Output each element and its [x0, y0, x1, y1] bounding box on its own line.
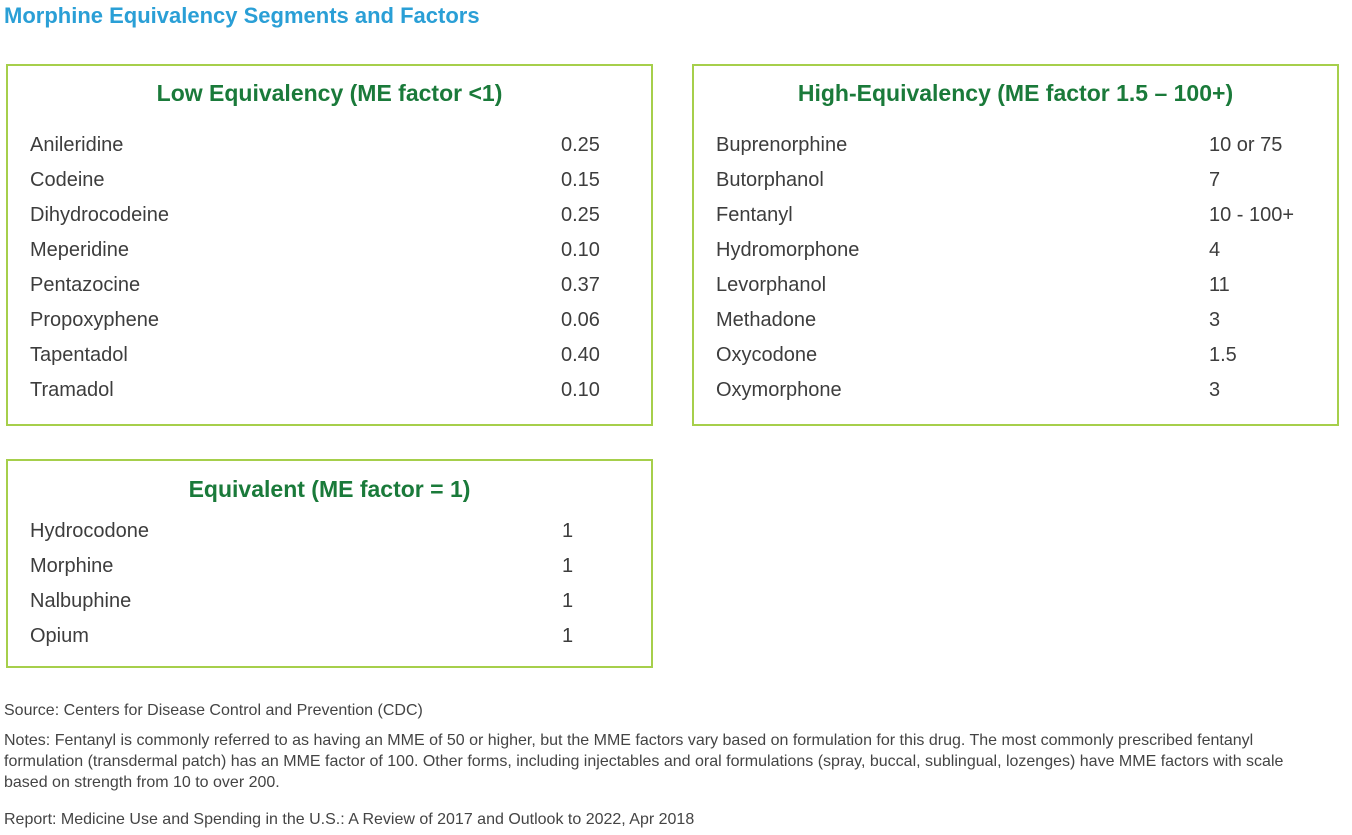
me-factor: 10 - 100+: [1209, 204, 1295, 226]
equivalent-heading: Equivalent (ME factor = 1): [188, 476, 471, 502]
drug-name: Oxycodone: [716, 344, 818, 366]
drug-name: Meperidine: [30, 239, 129, 261]
me-factor: 0.10: [561, 379, 600, 401]
me-factor: 7: [1209, 169, 1221, 191]
me-factor: 0.06: [561, 309, 600, 331]
high-equivalency-heading: High-Equivalency (ME factor 1.5 – 100+): [797, 80, 1234, 106]
drug-name: Codeine: [30, 169, 105, 191]
drug-name: Morphine: [30, 555, 114, 577]
drug-name: Anileridine: [30, 134, 124, 156]
report-citation: Report: Medicine Use and Spending in the U.S.: A Review of 2017 and Outlook to 2022, Apr 2018: [4, 811, 695, 828]
page-title: Morphine Equivalency Segments and Factors: [4, 3, 480, 28]
me-factor: 3: [1209, 379, 1221, 401]
me-factor: 10 or 75: [1209, 134, 1283, 156]
source-note: Source: Centers for Disease Control and Prevention (CDC): [4, 702, 423, 719]
drug-name: Dihydrocodeine: [30, 204, 169, 226]
me-factor: 0.25: [561, 134, 600, 156]
drug-name: Hydrocodone: [30, 520, 149, 542]
drug-name: Butorphanol: [716, 169, 824, 191]
me-factor: 1: [562, 625, 574, 647]
drug-name: Nalbuphine: [30, 590, 132, 612]
drug-name: Pentazocine: [30, 274, 141, 296]
me-factor: 0.25: [561, 204, 600, 226]
equivalent-panel: [6, 459, 653, 668]
drug-name: Fentanyl: [716, 204, 793, 226]
me-factor: 1: [562, 555, 574, 577]
me-factor: 1: [562, 520, 574, 542]
me-factor: 1: [562, 590, 574, 612]
drug-name: Hydromorphone: [716, 239, 860, 261]
low-equivalency-heading: Low Equivalency (ME factor <1): [156, 80, 503, 106]
drug-name: Methadone: [716, 309, 817, 331]
me-factor: 11: [1209, 274, 1230, 296]
me-factor: 0.37: [561, 274, 600, 296]
drug-name: Oxymorphone: [716, 379, 842, 401]
drug-name: Tramadol: [30, 379, 114, 401]
drug-name: Tapentadol: [30, 344, 128, 366]
low-equivalency-panel: [6, 64, 653, 426]
me-factor: 0.15: [561, 169, 600, 191]
drug-name: Opium: [30, 625, 89, 647]
me-factor: 3: [1209, 309, 1221, 331]
drug-name: Buprenorphine: [716, 134, 848, 156]
me-factor: 0.40: [561, 344, 600, 366]
high-equivalency-panel: [692, 64, 1339, 426]
me-factor: 0.10: [561, 239, 600, 261]
me-factor: 4: [1209, 239, 1221, 261]
notes-text: Notes: Fentanyl is commonly referred to as having an MME of 50 or higher, but the MME factors vary based on formulation for this drug. The most commonly prescribed fentanyl formulation (transdermal patch) has an MME factor of 100. Other forms, including injectables and oral formulations (spray, buccal, sublingual, lozenges) have MME factors with scale based on strength from 10 to over 200.: [4, 732, 1284, 791]
drug-name: Propoxyphene: [30, 309, 159, 331]
drug-name: Levorphanol: [716, 274, 827, 296]
me-factor: 1.5: [1209, 344, 1237, 366]
